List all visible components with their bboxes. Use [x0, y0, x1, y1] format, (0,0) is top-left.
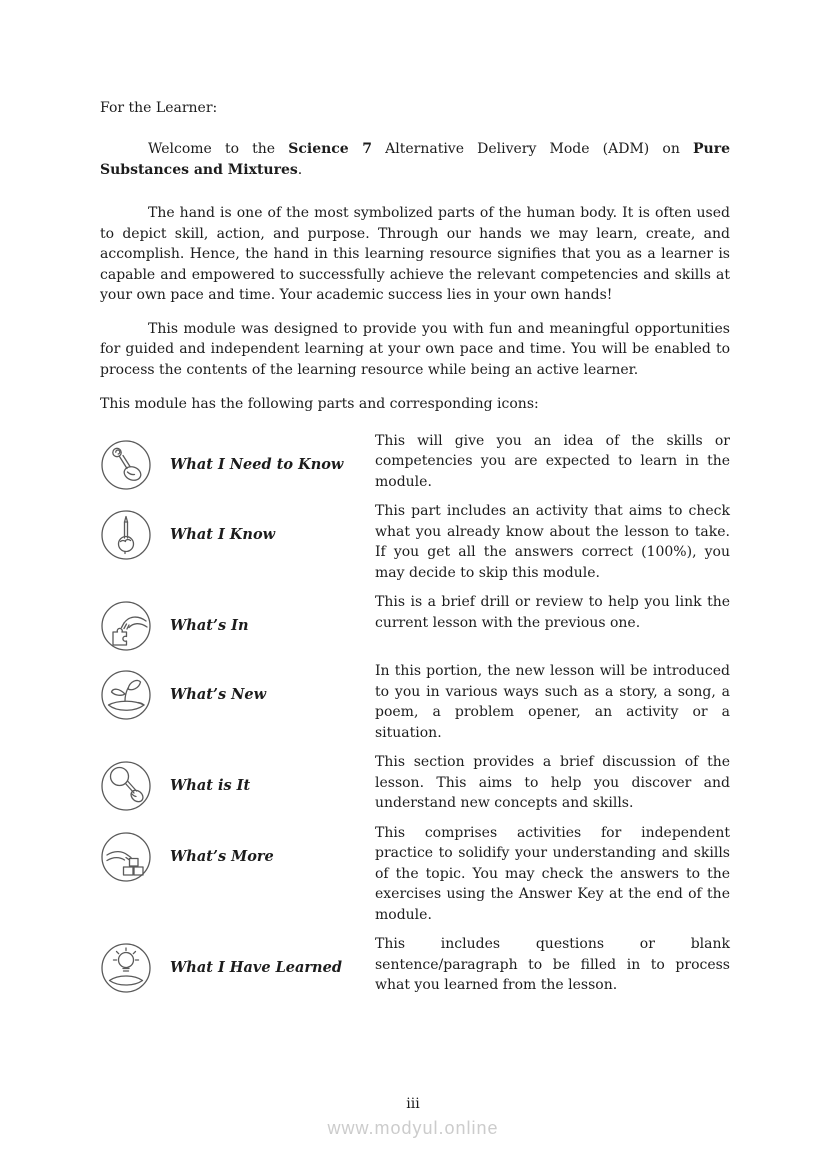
hand-holding-pencil-icon [100, 509, 152, 561]
part-label: What is It [170, 777, 251, 794]
part-row-what-i-have-learned [100, 934, 730, 996]
part-description: This section provides a brief discussion of the lesson. This aims to help you discover and understand new concepts and skills. [375, 754, 730, 811]
part-row-what-i-know [100, 501, 730, 583]
part-left [100, 592, 375, 652]
part-label: What I Know [170, 526, 276, 543]
pointing-hand-icon [100, 439, 152, 491]
part-label: What I Have Learned [170, 959, 342, 976]
text-fragment: . [297, 161, 303, 178]
part-row-whats-new [100, 661, 730, 743]
text-fragment: Welcome to the [148, 141, 289, 157]
part-row-whats-more [100, 823, 730, 926]
page-heading: For the Learner: [100, 100, 218, 116]
part-description: This part includes an activity that aims to check what you already know about the lesson to take. If you get all the answers correct (100%), you may decide to skip this module. [375, 503, 730, 581]
part-description: This includes questions or blank sentence/paragraph to be filled in to process what you learned from the lesson. [375, 936, 730, 993]
part-description: In this portion, the new lesson will be introduced to you in various ways such as a story, a song, a poem, a problem opener, an activity or a situation. [375, 663, 730, 741]
welcome-paragraph [100, 139, 730, 180]
hand-holding-bulb-icon [100, 942, 152, 994]
part-row-what-is-it [100, 752, 730, 814]
part-description: This is a brief drill or review to help you link the current lesson with the previous one. [375, 594, 730, 631]
hand-reaching-icon [100, 600, 152, 652]
parts-intro-line: This module has the following parts and corresponding icons: [100, 396, 539, 412]
part-description: This comprises activities for independent practice to solidify your understanding and skills of the topic. You may check the answers to the exercises using the Answer Key at the end of the module. [375, 824, 730, 923]
part-row-whats-in [100, 592, 730, 652]
hand-paragraph: The hand is one of the most symbolized parts of the human body. It is often used to depict skill, action, and purpose. Through our hands we may learn, create, and accomplish. Hence, the hand in this learning resource signifies that you as a learner is capable and empowered to successfully achieve the relevant competencies and skills at your own pace and time. Your academic success lies in your own hands! [100, 205, 730, 303]
part-left [100, 752, 375, 812]
part-label: What’s In [170, 617, 249, 634]
part-left [100, 661, 375, 721]
part-row-what-i-need-to-know [100, 431, 730, 493]
hand-magnifier-icon [100, 760, 152, 812]
part-left [100, 501, 375, 561]
part-label: What I Need to Know [170, 455, 344, 473]
bold-text-module-title: Pure Substances and Mixtures [100, 141, 730, 178]
module-parts-list [100, 431, 730, 996]
watermark-text: www.modyul.online [327, 1118, 499, 1138]
part-left [100, 823, 375, 883]
part-label: What’s New [170, 686, 267, 703]
part-label: What’s More [170, 847, 274, 865]
text-fragment: Alternative Delivery Mode (ADM) on [372, 141, 693, 157]
part-left [100, 431, 375, 491]
bold-text-science7: Science 7 [288, 141, 373, 157]
hand-stacking-blocks-icon [100, 831, 152, 883]
part-left [100, 934, 375, 994]
hand-holding-plant-icon [100, 669, 152, 721]
page-number: iii [406, 1096, 420, 1112]
module-design-paragraph: This module was designed to provide you with fun and meaningful opportunities for guided and independent learning at your own pace and time. You will be enabled to process the contents of the learning resource while being an active learner. [100, 320, 730, 378]
part-description: This will give you an idea of the skills or competencies you are expected to learn in the module. [375, 432, 730, 490]
